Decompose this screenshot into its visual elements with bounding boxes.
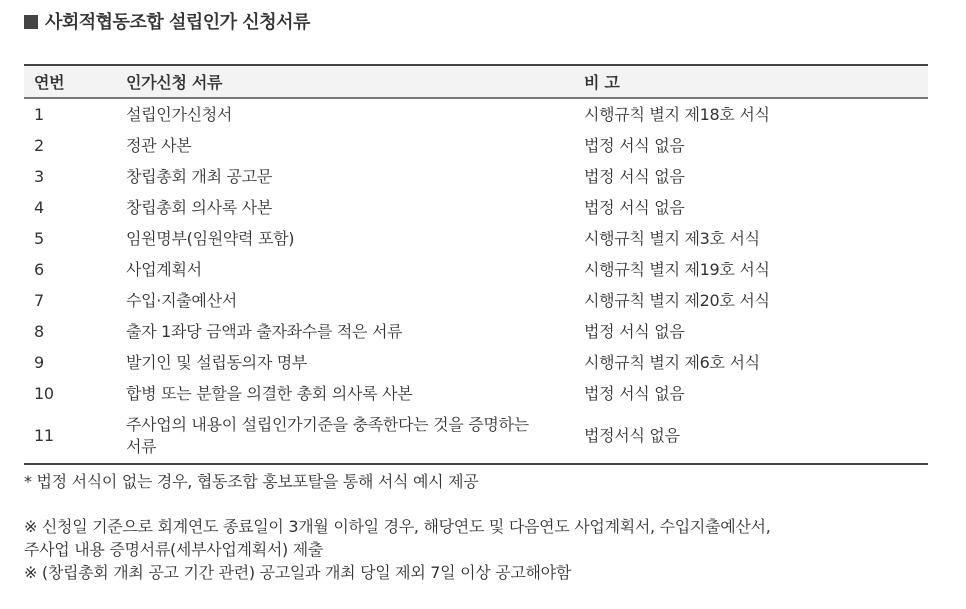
- row-no: 6: [34, 259, 44, 279]
- table-row: [24, 192, 928, 223]
- table-row: [24, 409, 928, 464]
- row-no: 9: [34, 352, 44, 372]
- row-no: 3: [34, 166, 44, 186]
- remark-line: ※ (창립총회 개최 공고 기간 관련) 공고일과 개최 당일 제외 7일 이상 공고해야함: [24, 563, 571, 582]
- row-note: 시행규칙 별지 제6호 서식: [584, 352, 760, 372]
- row-note: 법정 서식 없음: [584, 135, 685, 155]
- row-note: 법정 서식 없음: [584, 197, 685, 217]
- header-no: 연번: [24, 65, 116, 98]
- header-document: 인가신청 서류: [116, 65, 574, 98]
- table-row: [24, 316, 928, 347]
- row-document: 출자 1좌당 금액과 출자좌수를 적은 서류: [126, 321, 403, 341]
- row-document: 창립총회 의사록 사본: [126, 197, 272, 217]
- section-title: [24, 8, 310, 34]
- row-note: 시행규칙 별지 제20호 서식: [584, 290, 770, 310]
- row-no: 11: [24, 409, 116, 464]
- notes-section: [24, 470, 944, 584]
- header-note: 비 고: [574, 65, 928, 98]
- table-row: [24, 254, 928, 285]
- remark-line: ※ 신청일 기준으로 회계연도 종료일이 3개월 이하일 경우, 해당연도 및 다음연도 사업계획서, 수입지출예산서,: [24, 517, 771, 536]
- row-document: 발기인 및 설립동의자 명부: [126, 352, 308, 372]
- row-no: 4: [34, 197, 44, 217]
- row-document-line: 서류: [126, 437, 157, 456]
- row-no: 7: [34, 290, 44, 310]
- row-document: 정관 사본: [126, 135, 192, 155]
- row-document-line: 주사업의 내용이 설립인가기준을 충족한다는 것을 증명하는: [126, 415, 529, 434]
- row-document: 설립인가신청서: [126, 104, 233, 124]
- table-header-row: [24, 65, 928, 98]
- table-row: [24, 161, 928, 192]
- table-row: [24, 285, 928, 316]
- square-bullet-icon: [24, 15, 38, 29]
- row-no: 10: [34, 383, 54, 403]
- footnote: * 법정 서식이 없는 경우, 협동조합 홍보포탈을 통해 서식 예시 제공: [24, 472, 479, 491]
- table-row: [24, 378, 928, 409]
- row-document: 합병 또는 분할을 의결한 총회 의사록 사본: [126, 383, 413, 403]
- application-documents-table: [24, 64, 928, 465]
- row-note: 법정 서식 없음: [584, 166, 685, 186]
- row-note: 법정 서식 없음: [584, 321, 685, 341]
- row-document: 창립총회 개최 공고문: [126, 166, 272, 186]
- row-note: 시행규칙 별지 제3호 서식: [584, 228, 760, 248]
- table-row: [24, 98, 928, 130]
- section-title-text: 사회적협동조합 설립인가 신청서류: [45, 12, 310, 33]
- table-row: [24, 130, 928, 161]
- row-no: 1: [34, 104, 44, 124]
- row-no: 8: [34, 321, 44, 341]
- row-note: 시행규칙 별지 제19호 서식: [584, 259, 770, 279]
- table-row: [24, 347, 928, 378]
- row-note: 법정서식 없음: [574, 409, 928, 464]
- row-note: 법정 서식 없음: [584, 383, 685, 403]
- row-document: 임원명부(임원약력 포함): [126, 228, 295, 248]
- row-document: 사업계획서: [126, 259, 202, 279]
- row-no: 5: [34, 228, 44, 248]
- table-header: [24, 65, 928, 98]
- row-document: 수입·지출예산서: [126, 290, 237, 310]
- table-row: [24, 223, 928, 254]
- table-body: [24, 98, 928, 464]
- row-note: 시행규칙 별지 제18호 서식: [584, 104, 770, 124]
- remark-line: 주사업 내용 증명서류(세부사업계획서) 제출: [24, 540, 324, 559]
- row-document: [116, 409, 574, 464]
- row-no: 2: [34, 135, 44, 155]
